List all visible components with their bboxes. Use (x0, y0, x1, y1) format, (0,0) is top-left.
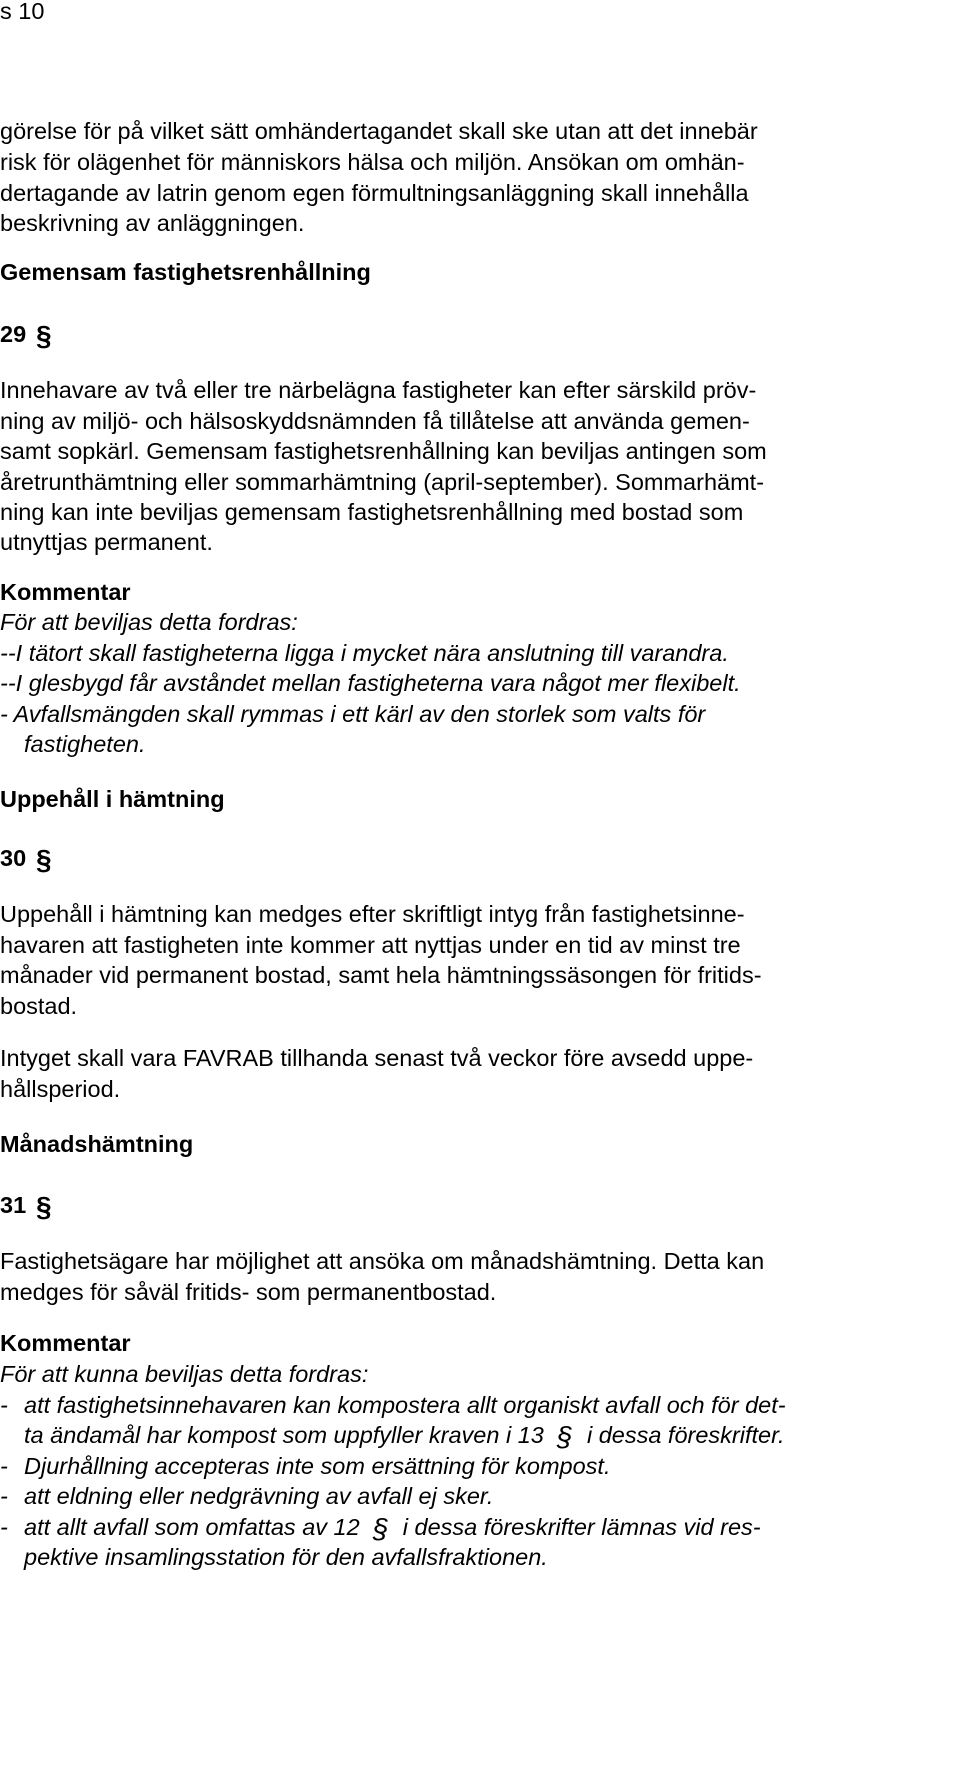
section-sign-icon (554, 1420, 576, 1450)
body-line: åretrunthämtning eller sommarhämtning (april-september). Sommarhämt- (0, 469, 765, 495)
paragraph-number: 29 (0, 321, 27, 347)
list-item (0, 1451, 611, 1481)
paragraph-number: 31 (0, 1192, 27, 1218)
section-heading-30: Uppehåll i hämtning (0, 786, 225, 812)
section-sign-icon (33, 319, 55, 349)
comment-line: För att beviljas detta fordras: (0, 609, 298, 635)
page-number: s 10 (0, 0, 45, 24)
body-line: havaren att fastigheten inte kommer att nyttjas under en tid av minst tre (0, 932, 741, 958)
svg-text:§: § (35, 1191, 52, 1220)
section-heading-31: Månadshämtning (0, 1131, 194, 1157)
comment-line: fastigheten. (24, 731, 146, 757)
body-line: Intyget skall vara FAVRAB tillhanda senast två veckor före avsedd uppe- (0, 1045, 754, 1071)
section-sign-icon (33, 843, 55, 873)
intro-line: dertagande av latrin genom egen förmultningsanläggning skall innehålla (0, 180, 749, 206)
intro-line: görelse för på vilket sätt omhändertagandet skall ske utan att det innebär (0, 118, 758, 144)
svg-text:§: § (35, 320, 52, 349)
intro-line: beskrivning av anläggningen. (0, 210, 305, 236)
section-sign-icon (370, 1512, 392, 1542)
body-line: samt sopkärl. Gemensam fastighetsrenhållning kan beviljas antingen som (0, 438, 767, 464)
body-line: medges för såväl fritids- som permanentbostad. (0, 1279, 497, 1305)
section-sign-icon (33, 1190, 55, 1220)
comment-line: --I tätort skall fastigheterna ligga i mycket nära anslutning till varandra. (0, 640, 729, 666)
list-item-text: i dessa föreskrifter lämnas vid res- (402, 1514, 761, 1540)
svg-text:§: § (557, 1421, 573, 1450)
paragraph-number-31 (0, 1190, 55, 1220)
list-item-text: att fastighetsinnehavaren kan kompostera allt organiskt avfall och för det- (24, 1392, 786, 1418)
comment-line: För att kunna beviljas detta fordras: (0, 1361, 369, 1387)
list-item-text: att eldning eller nedgrävning av avfall ej sker. (24, 1483, 494, 1509)
svg-text:§: § (373, 1513, 389, 1542)
comment-line: - Avfallsmängden skall rymmas i ett kärl av den storlek som valts för (0, 701, 706, 727)
body-line: Innehavare av två eller tre närbelägna fastigheter kan efter särskild pröv- (0, 377, 757, 403)
list-item (0, 1512, 761, 1542)
list-item-text: i dessa föreskrifter. (586, 1422, 785, 1448)
paragraph-number-30 (0, 843, 55, 873)
comment-line: --I glesbygd får avståndet mellan fastigheterna vara något mer flexibelt. (0, 670, 741, 696)
section-heading-29: Gemensam fastighetsrenhållning (0, 259, 371, 285)
list-item (0, 1390, 786, 1420)
body-line: månader vid permanent bostad, samt hela hämtningssäsongen för fritids- (0, 962, 762, 988)
list-item-line (24, 1512, 761, 1542)
body-line: ning kan inte beviljas gemensam fastighetsrenhållning med bostad som (0, 499, 744, 525)
comment-heading: Kommentar (0, 579, 131, 605)
body-line: Uppehåll i hämtning kan medges efter skriftligt intyg från fastighetsinne- (0, 901, 745, 927)
svg-text:§: § (35, 844, 52, 873)
list-dash: - (0, 1514, 8, 1540)
list-dash: - (0, 1483, 8, 1509)
comment-heading: Kommentar (0, 1330, 131, 1356)
list-item-continuation (24, 1420, 785, 1450)
paragraph-number-29 (0, 319, 55, 349)
list-item-text: Djurhållning accepteras inte som ersättning för kompost. (24, 1453, 611, 1479)
paragraph-number: 30 (0, 845, 27, 871)
body-line: ning av miljö- och hälsoskyddsnämnden få tillåtelse att använda gemen- (0, 408, 750, 434)
intro-line: risk för olägenhet för människors hälsa och miljön. Ansökan om omhän- (0, 149, 745, 175)
list-dash: - (0, 1453, 8, 1479)
body-line: bostad. (0, 993, 78, 1019)
list-item-text: att allt avfall som omfattas av 12 (24, 1514, 360, 1540)
list-dash: - (0, 1392, 8, 1418)
list-item-text: ta ändamål har kompost som uppfyller kraven i 13 (24, 1422, 544, 1448)
body-line: Fastighetsägare har möjlighet att ansöka om månadshämtning. Detta kan (0, 1248, 765, 1274)
list-item (0, 1481, 494, 1511)
body-line: utnyttjas permanent. (0, 529, 213, 555)
list-item-continuation: pektive insamlingsstation för den avfallsfraktionen. (24, 1544, 548, 1570)
body-line: hållsperiod. (0, 1076, 121, 1102)
